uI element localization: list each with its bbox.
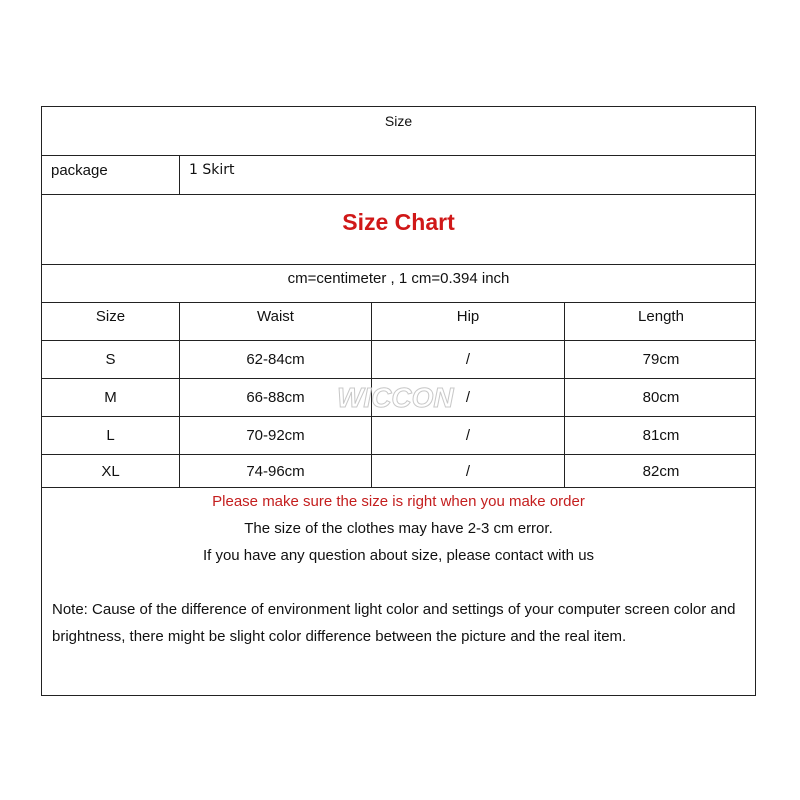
waist-cell: 74-96cm: [179, 455, 371, 487]
column-header-length: Length: [564, 303, 757, 340]
unit-row: [42, 265, 755, 303]
title-row: [42, 107, 755, 156]
column-header-waist: Waist: [179, 303, 371, 340]
hip-cell: /: [371, 455, 564, 487]
length-cell: 81cm: [564, 417, 757, 454]
length-cell: 80cm: [564, 379, 757, 416]
package-label: package: [51, 162, 108, 179]
waist-cell: 66-88cm: [179, 379, 371, 416]
size-cell: S: [105, 351, 116, 368]
package-value: 1 Skirt: [179, 156, 235, 194]
hip-cell: /: [371, 341, 564, 378]
package-row: [42, 156, 755, 195]
size-cell: XL: [101, 462, 120, 480]
hip-cell: /: [371, 379, 564, 416]
length-cell: 79cm: [564, 341, 757, 378]
table-row: [42, 341, 755, 379]
table-header-row: [42, 303, 755, 341]
chart-title-row: [42, 195, 755, 265]
color-difference-note: Note: Cause of the difference of environment light color and settings of your computer screen color and brightness, there might be slight color difference between the picture and the real item.: [52, 601, 736, 645]
table-row: [42, 455, 755, 488]
size-cell: M: [104, 389, 117, 406]
waist-cell: 62-84cm: [179, 341, 371, 378]
table-row: [42, 417, 755, 455]
notes-section: [42, 488, 755, 695]
contact-note: If you have any question about size, please contact with us: [202, 547, 595, 564]
table-row: [42, 379, 755, 417]
unit-conversion-note: cm=centimeter , 1 cm=0.394 inch: [287, 270, 510, 287]
size-chart-table: [41, 106, 756, 696]
hip-cell: /: [371, 417, 564, 454]
length-cell: 82cm: [564, 455, 757, 487]
order-warning: Please make sure the size is right when you make order: [212, 493, 585, 510]
column-header-size: Size: [95, 308, 126, 325]
watermark: WICCON: [337, 382, 454, 413]
column-header-hip: Hip: [371, 303, 564, 340]
size-heading: Size: [384, 113, 413, 129]
chart-title: Size Chart: [342, 209, 455, 235]
size-cell: L: [106, 427, 115, 444]
error-margin-note: The size of the clothes may have 2-3 cm error.: [244, 520, 553, 537]
waist-cell: 70-92cm: [179, 417, 371, 454]
